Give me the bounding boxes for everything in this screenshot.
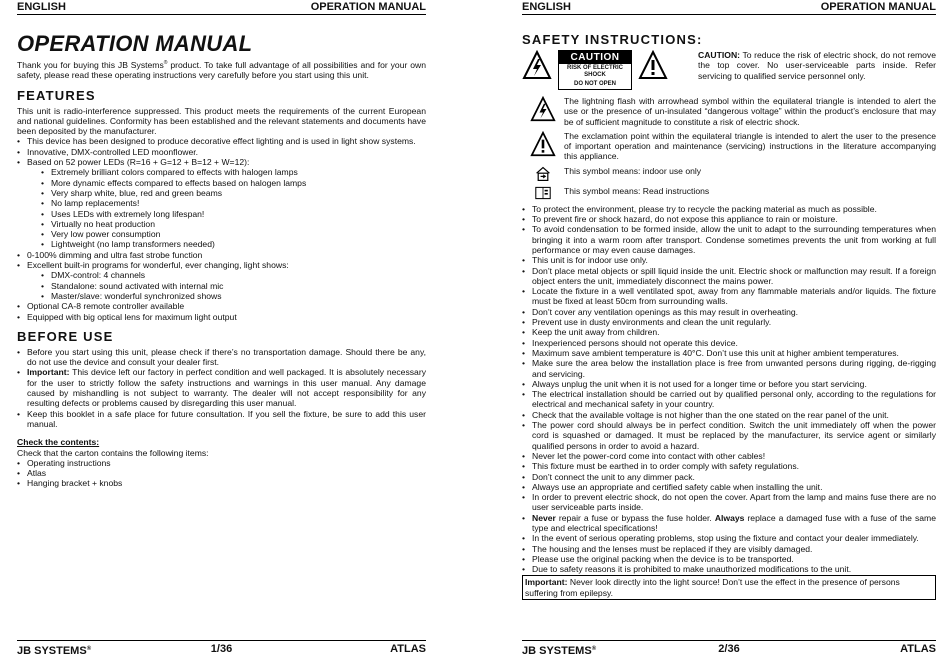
list-item: • In the event of serious operating problems, stop using the fixture and contact your dealer immediately. xyxy=(522,533,936,543)
list-item: • Don’t cover any ventilation openings as this may result in overheating. xyxy=(522,307,936,317)
list-item: • To prevent fire or shock hazard, do not expose this appliance to rain or moisture. xyxy=(522,214,936,224)
list-item: • Optional CA-8 remote controller available xyxy=(17,301,426,311)
footer-brand xyxy=(522,642,596,658)
read-instructions-icon xyxy=(522,186,564,200)
intro-text-b: product. To take full advantage of all possibilities and for your own safety, please read these operating instructions very carefully before you start using this unit. xyxy=(17,60,426,81)
led-sublist xyxy=(27,167,426,249)
header-language: ENGLISH xyxy=(17,1,66,13)
page-1 xyxy=(17,0,426,657)
page-1-body xyxy=(17,32,426,489)
registered-mark: ® xyxy=(163,60,168,66)
list-item: • Locate the fixture in a well ventilated spot, away from any flammable materials and/or liquids. The fixture must be fixed at least 50cm from surrounding walls. xyxy=(522,286,936,307)
features-list xyxy=(17,136,426,321)
symbol-read-text: This symbol means: Read instructions xyxy=(564,185,710,196)
caution-label-sub-2: DO NOT OPEN xyxy=(573,81,616,87)
footer-registered-mark: ® xyxy=(86,646,92,652)
list-item: • The housing and the lenses must be replaced if they are visibly damaged. xyxy=(522,544,936,554)
list-item: • Don’t connect the unit to any dimmer pack. xyxy=(522,472,936,482)
footer-registered-mark: ® xyxy=(591,646,597,652)
list-item: • This unit is for indoor use only. xyxy=(522,255,936,265)
safety-heading: SAFETY INSTRUCTIONS: xyxy=(522,32,703,47)
symbol-indoor-text: This symbol means: indoor use only xyxy=(564,165,702,176)
features-heading: FEATURES xyxy=(17,87,96,103)
intro-paragraph xyxy=(17,58,426,81)
header-language: ENGLISH xyxy=(522,1,571,13)
features-intro: This unit is radio-interference suppressed. This product meets the requirements of the current European and national guidelines. Conformity has been established and the relevant statements and documents have been deposited by the manufacturer. xyxy=(17,105,426,137)
symbol-exclamation-text: The exclamation point within the equilateral triangle is intended to alert the user to the presence of important operation and maintenance (servicing) instructions in the literature accompanying this appliance. xyxy=(564,130,936,162)
exclamation-triangle-icon xyxy=(522,131,564,157)
list-item: • The power cord should always be in perfect condition. Switch the unit immediately off when the power cord is squashed or damaged. It must be replaced by the manufacturer, its service agent or similarly qualified persons in order to avoid a hazard. xyxy=(522,420,936,451)
footer-model: ATLAS xyxy=(390,643,426,655)
sub-list-item: • Very low power consumption xyxy=(41,229,426,239)
important-notice-text: Never look directly into the light source! Don’t use the effect in the presence of persons suffering from epilepsy. xyxy=(525,577,900,598)
symbol-row-flash xyxy=(522,96,936,127)
list-item: • In order to prevent electric shock, do not open the cover. Apart from the lamp and mains fuse there are no user serviceable parts inside. xyxy=(522,492,936,513)
page-footer xyxy=(522,640,936,655)
intro-text-a: Thank you for buying this JB Systems xyxy=(17,60,164,70)
header-title: OPERATION MANUAL xyxy=(310,1,426,13)
symbol-flash-text: The lightning flash with arrowhead symbol within the equilateral triangle is intended to alert the use or the presence of un-insulated “dangerous voltage” within the product’s enclosure that may be of sufficient magnitude to constitute a risk of electric shock. xyxy=(564,96,936,127)
fuse-always-label: Always xyxy=(714,512,745,523)
caution-text xyxy=(698,50,936,81)
sub-list-item: • Extremely brilliant colors compared to effects with halogen lamps xyxy=(41,167,426,177)
check-contents-heading: Check the contents: xyxy=(17,437,100,448)
sub-list-item: • Virtually no heat production xyxy=(41,219,426,229)
list-item: • Please use the original packing when the device is to be transported. xyxy=(522,554,936,564)
list-item: • Atlas xyxy=(17,468,426,478)
footer-brand-text: JB SYSTEMS xyxy=(17,645,87,657)
page-2 xyxy=(522,0,936,657)
page-header xyxy=(522,0,936,15)
important-text: This device left our factory in perfect condition and well packaged. It is absolutely necessary for the user to strictly follow the safety instructions and warnings in this user manual. Any damage caused by mishandling is not subject to warranty. The dealer will not accept responsibility for any resulting defects or problems caused by disregarding this user manual. xyxy=(27,367,426,409)
symbol-row-exclamation xyxy=(522,131,936,162)
list-item: • This fixture must be earthed in to order comply with safety regulations. xyxy=(522,461,936,471)
footer-model: ATLAS xyxy=(900,643,936,655)
list-item: • Never let the power-cord come into contact with other cables! xyxy=(522,451,936,461)
sub-list-item: • DMX-control: 4 channels xyxy=(41,270,426,280)
safety-list xyxy=(522,204,936,575)
list-item xyxy=(522,513,936,534)
lightning-triangle-icon xyxy=(522,96,564,122)
list-item: • To protect the environment, please try to recycle the packing material as much as possible. xyxy=(522,204,936,214)
before-use-list xyxy=(17,347,426,429)
list-item: • Maximum save ambient temperature is 40°C. Don’t use this unit at higher ambient temperatures. xyxy=(522,348,936,358)
sub-list-item: • No lamp replacements! xyxy=(41,198,426,208)
caution-text-label: CAUTION: xyxy=(698,50,741,60)
list-item: • Prevent use in dusty environments and clean the unit regularly. xyxy=(522,317,936,327)
main-title: OPERATION MANUAL xyxy=(17,31,253,56)
list-item-text: Excellent built-in programs for wonderful, ever changing, light shows: xyxy=(27,260,289,271)
sub-list-item: • Master/slave: wonderful synchronized shows xyxy=(41,291,426,301)
symbol-row-read xyxy=(522,186,936,200)
important-notice-label: Important: xyxy=(525,577,568,588)
list-item: • Don’t place metal objects or spill liquid inside the unit. Electric shock or malfunction may result. If a foreign object enters the unit, immediately disconnect the mains power. xyxy=(522,266,936,287)
list-item: • Keep this booklet in a safe place for future consultation. If you sell the fixture, be sure to add this user manual. xyxy=(17,409,426,430)
page-header xyxy=(17,0,426,15)
header-title: OPERATION MANUAL xyxy=(820,1,936,13)
fuse-never-label: Never xyxy=(532,512,556,523)
list-item-text: Based on 52 power LEDs (R=16 + G=12 + B=12 + W=12): xyxy=(27,157,250,168)
contents-list xyxy=(17,458,426,489)
caution-label-title: CAUTION xyxy=(559,51,631,64)
list-item: • To avoid condensation to be formed inside, allow the unit to adapt to the surrounding temperatures when bringing it into a warm room after transport. Condense sometimes prevents the unit from working at full performance or may even cause damages. xyxy=(522,224,936,255)
list-item: • Equipped with big optical lens for maximum light output xyxy=(17,312,426,322)
check-contents-intro: Check that the carton contains the following items: xyxy=(17,447,209,458)
caution-graphic xyxy=(522,50,698,90)
list-item xyxy=(17,157,426,250)
list-item: • Keep the unit away from children. xyxy=(522,327,936,337)
caution-label xyxy=(558,50,632,90)
sub-list-item: • Very sharp white, blue, red and green beams xyxy=(41,188,426,198)
list-item: • Inexperienced persons should not operate this device. xyxy=(522,338,936,348)
lightning-triangle-icon xyxy=(522,50,552,82)
page-footer xyxy=(17,640,426,655)
important-label: Important: xyxy=(27,367,70,378)
list-item: • Always use an appropriate and certified safety cable when installing the unit. xyxy=(522,482,936,492)
sub-list-item: • Standalone: sound activated with internal mic xyxy=(41,281,426,291)
list-item: • The electrical installation should be carried out by qualified personal only, according to the regulations for electrical and mechanical safety in your country. xyxy=(522,389,936,410)
list-item xyxy=(17,367,426,408)
caution-text-body: To reduce the risk of electric shock, do not remove the top cover. No user-serviceable parts inside. Refer servicing to qualified service personnel only. xyxy=(698,50,936,81)
list-item xyxy=(17,260,426,301)
fuse-text-b: replace a damaged fuse with a fuse of the same type and electrical specifications! xyxy=(532,512,936,533)
sub-list-item: • Lightweight (no lamp transformers needed) xyxy=(41,239,426,249)
list-item: • Check that the available voltage is not higher than the one stated on the rear panel of the unit. xyxy=(522,410,936,420)
list-item: • Operating instructions xyxy=(17,458,426,468)
page-number: 2/36 xyxy=(718,643,740,655)
footer-brand xyxy=(17,642,91,658)
before-use-heading: BEFORE USE xyxy=(17,328,114,344)
list-item: • Before you start using this unit, please check if there’s no transportation damage. Should there be any, do not use the device and consult your dealer first. xyxy=(17,347,426,368)
symbol-row-indoor xyxy=(522,166,936,182)
list-item: • Innovative, DMX-controlled LED moonflower. xyxy=(17,147,426,157)
footer-brand-text: JB SYSTEMS xyxy=(522,645,592,657)
programs-sublist xyxy=(27,270,426,301)
sub-list-item: • Uses LEDs with extremely long lifespan! xyxy=(41,209,426,219)
indoor-use-icon xyxy=(522,166,564,182)
caution-label-sub-1: RISK OF ELECTRIC SHOCK xyxy=(566,65,623,78)
caution-block xyxy=(522,50,936,90)
important-notice xyxy=(522,575,936,600)
page-2-body xyxy=(522,32,936,600)
list-item: • Due to safety reasons it is prohibited to make unauthorized modifications to the unit. xyxy=(522,564,936,574)
list-item: • This device has been designed to produce decorative effect lighting and is used in light show systems. xyxy=(17,136,426,146)
list-item: • Always unplug the unit when it is not used for a longer time or before you start servicing. xyxy=(522,379,936,389)
sub-list-item: • More dynamic effects compared to effects based on halogen lamps xyxy=(41,178,426,188)
list-item: • Make sure the area below the installation place is free from unwanted persons during rigging, de-rigging and servicing. xyxy=(522,358,936,379)
list-item: • Hanging bracket + knobs xyxy=(17,478,426,488)
list-item: • 0-100% dimming and ultra fast strobe function xyxy=(17,250,426,260)
exclamation-triangle-icon xyxy=(638,50,668,82)
fuse-text-a: repair a fuse or bypass the fuse holder. xyxy=(555,512,715,523)
page-number: 1/36 xyxy=(210,643,233,655)
